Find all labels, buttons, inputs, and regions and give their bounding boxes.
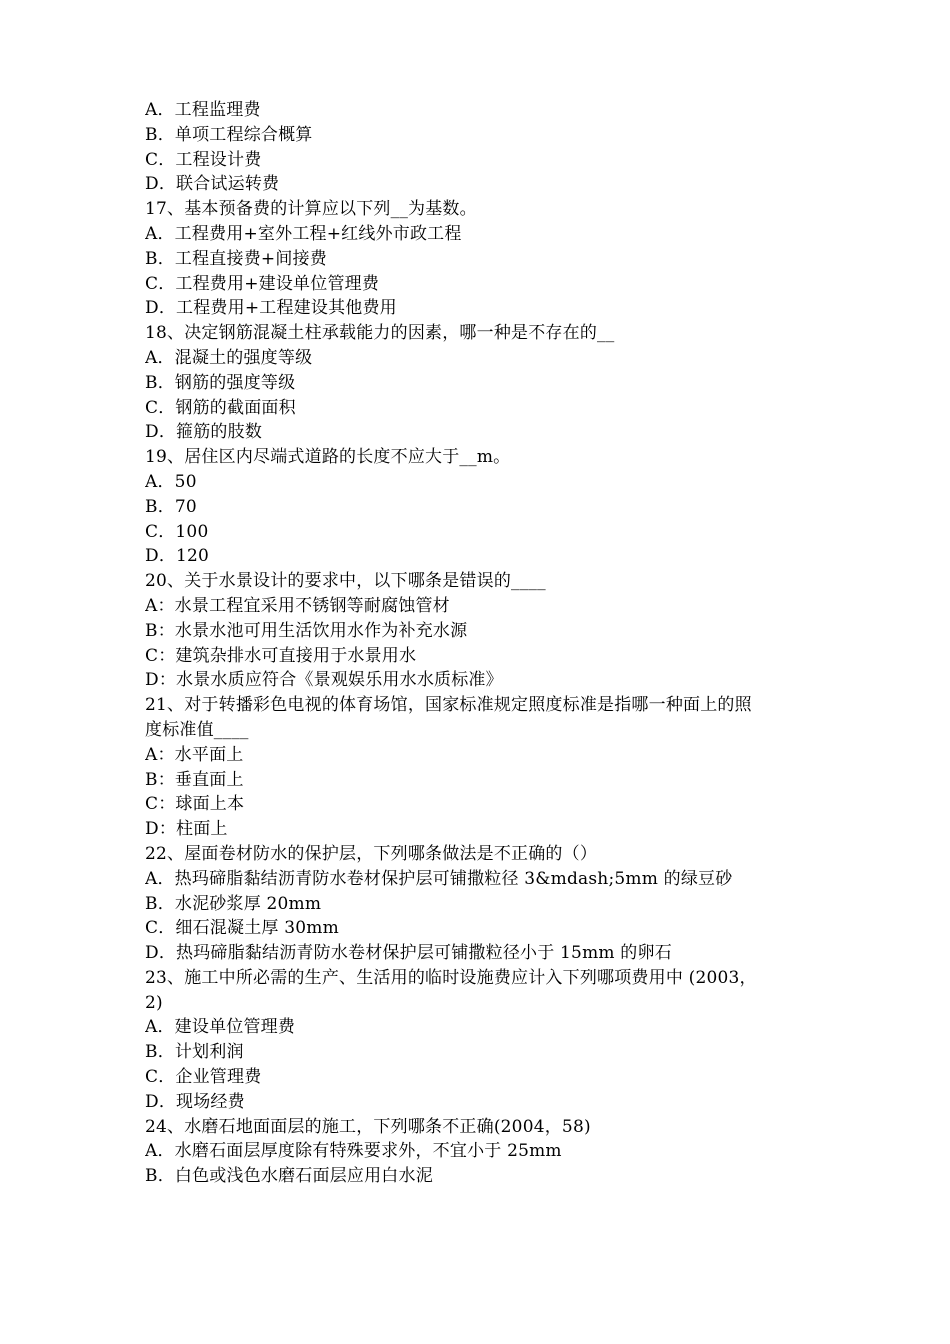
text-line: A：水景工程宜采用不锈钢等耐腐蚀管材 (145, 595, 450, 616)
text-line: B：水景水池可用生活饮用水作为补充水源 (145, 620, 468, 641)
text-line: D．热玛碲脂黏结沥青防水卷材保护层可铺撒粒径小于 15mm 的卵石 (145, 943, 672, 964)
text-line: B．钢筋的强度等级 (145, 372, 296, 393)
text-line: C．钢筋的截面面积 (145, 397, 296, 418)
text-line: 21、对于转播彩色电视的体育场馆，国家标准规定照度标准是指哪一种面上的照 (145, 695, 752, 716)
text-line: A．50 (145, 471, 197, 492)
text-line: B．白色或浅色水磨石面层应用白水泥 (145, 1166, 433, 1187)
text-line: A．热玛碲脂黏结沥青防水卷材保护层可铺撒粒径 3&mdash;5mm 的绿豆砂 (145, 868, 733, 889)
text-line: 18、决定钢筋混凝土柱承载能力的因素，哪一种是不存在的__ (145, 323, 615, 344)
text-line: 23、施工中所必需的生产、生活用的临时设施费应计入下列哪项费用中 (2003， (145, 967, 757, 988)
text-line: B：垂直面上 (145, 769, 244, 790)
text-line: 度标准值____ (145, 719, 249, 740)
text-line: D：柱面上 (145, 819, 228, 840)
text-line: A．混凝土的强度等级 (145, 347, 313, 368)
text-line: C．100 (145, 521, 209, 542)
text-line: D．联合试运转费 (145, 174, 280, 195)
text-line: D．工程费用+工程建设其他费用 (145, 298, 397, 319)
text-line: A．工程监理费 (145, 100, 261, 120)
text-line: D：水景水质应符合《景观娱乐用水水质标准》 (145, 670, 503, 691)
text-line: B．70 (145, 496, 197, 517)
text-line: B．计划利润 (145, 1042, 244, 1063)
text-line: C．细石混凝土厚 30mm (145, 918, 339, 939)
text-line: A：水平面上 (145, 744, 244, 765)
text-line: C．企业管理费 (145, 1067, 262, 1088)
text-line: C．工程设计费 (145, 149, 262, 170)
text-line: A．建设单位管理费 (145, 1017, 296, 1038)
text-line: C．工程费用+建设单位管理费 (145, 273, 380, 294)
text-line: 20、关于水景设计的要求中，以下哪条是错误的____ (145, 571, 546, 592)
text-line: 22、屋面卷材防水的保护层，下列哪条做法是不正确的（） (145, 843, 598, 864)
text-line: C：球面上本 (145, 794, 245, 815)
text-line: 19、居住区内尽端式道路的长度不应大于__m。 (145, 447, 511, 468)
text-line: B．工程直接费+间接费 (145, 248, 327, 269)
document-body (145, 98, 815, 1189)
text-line: D．现场经费 (145, 1091, 245, 1112)
text-line: A．水磨石面层厚度除有特殊要求外，不宜小于 25mm (145, 1141, 562, 1162)
text-line: 24、水磨石地面面层的施工，下列哪条不正确(2004，58) (145, 1116, 591, 1137)
text-line: B．单项工程综合概算 (145, 124, 313, 145)
text-line: 2) (145, 992, 163, 1013)
text-line: A．工程费用+室外工程+红线外市政工程 (145, 223, 462, 244)
text-line: D．箍筋的肢数 (145, 422, 263, 443)
text-line: 17、基本预备费的计算应以下列__为基数。 (145, 199, 477, 220)
text-line: D．120 (145, 546, 210, 567)
text-line: B．水泥砂浆厚 20mm (145, 893, 322, 914)
text-line: C：建筑杂排水可直接用于水景用水 (145, 645, 417, 666)
